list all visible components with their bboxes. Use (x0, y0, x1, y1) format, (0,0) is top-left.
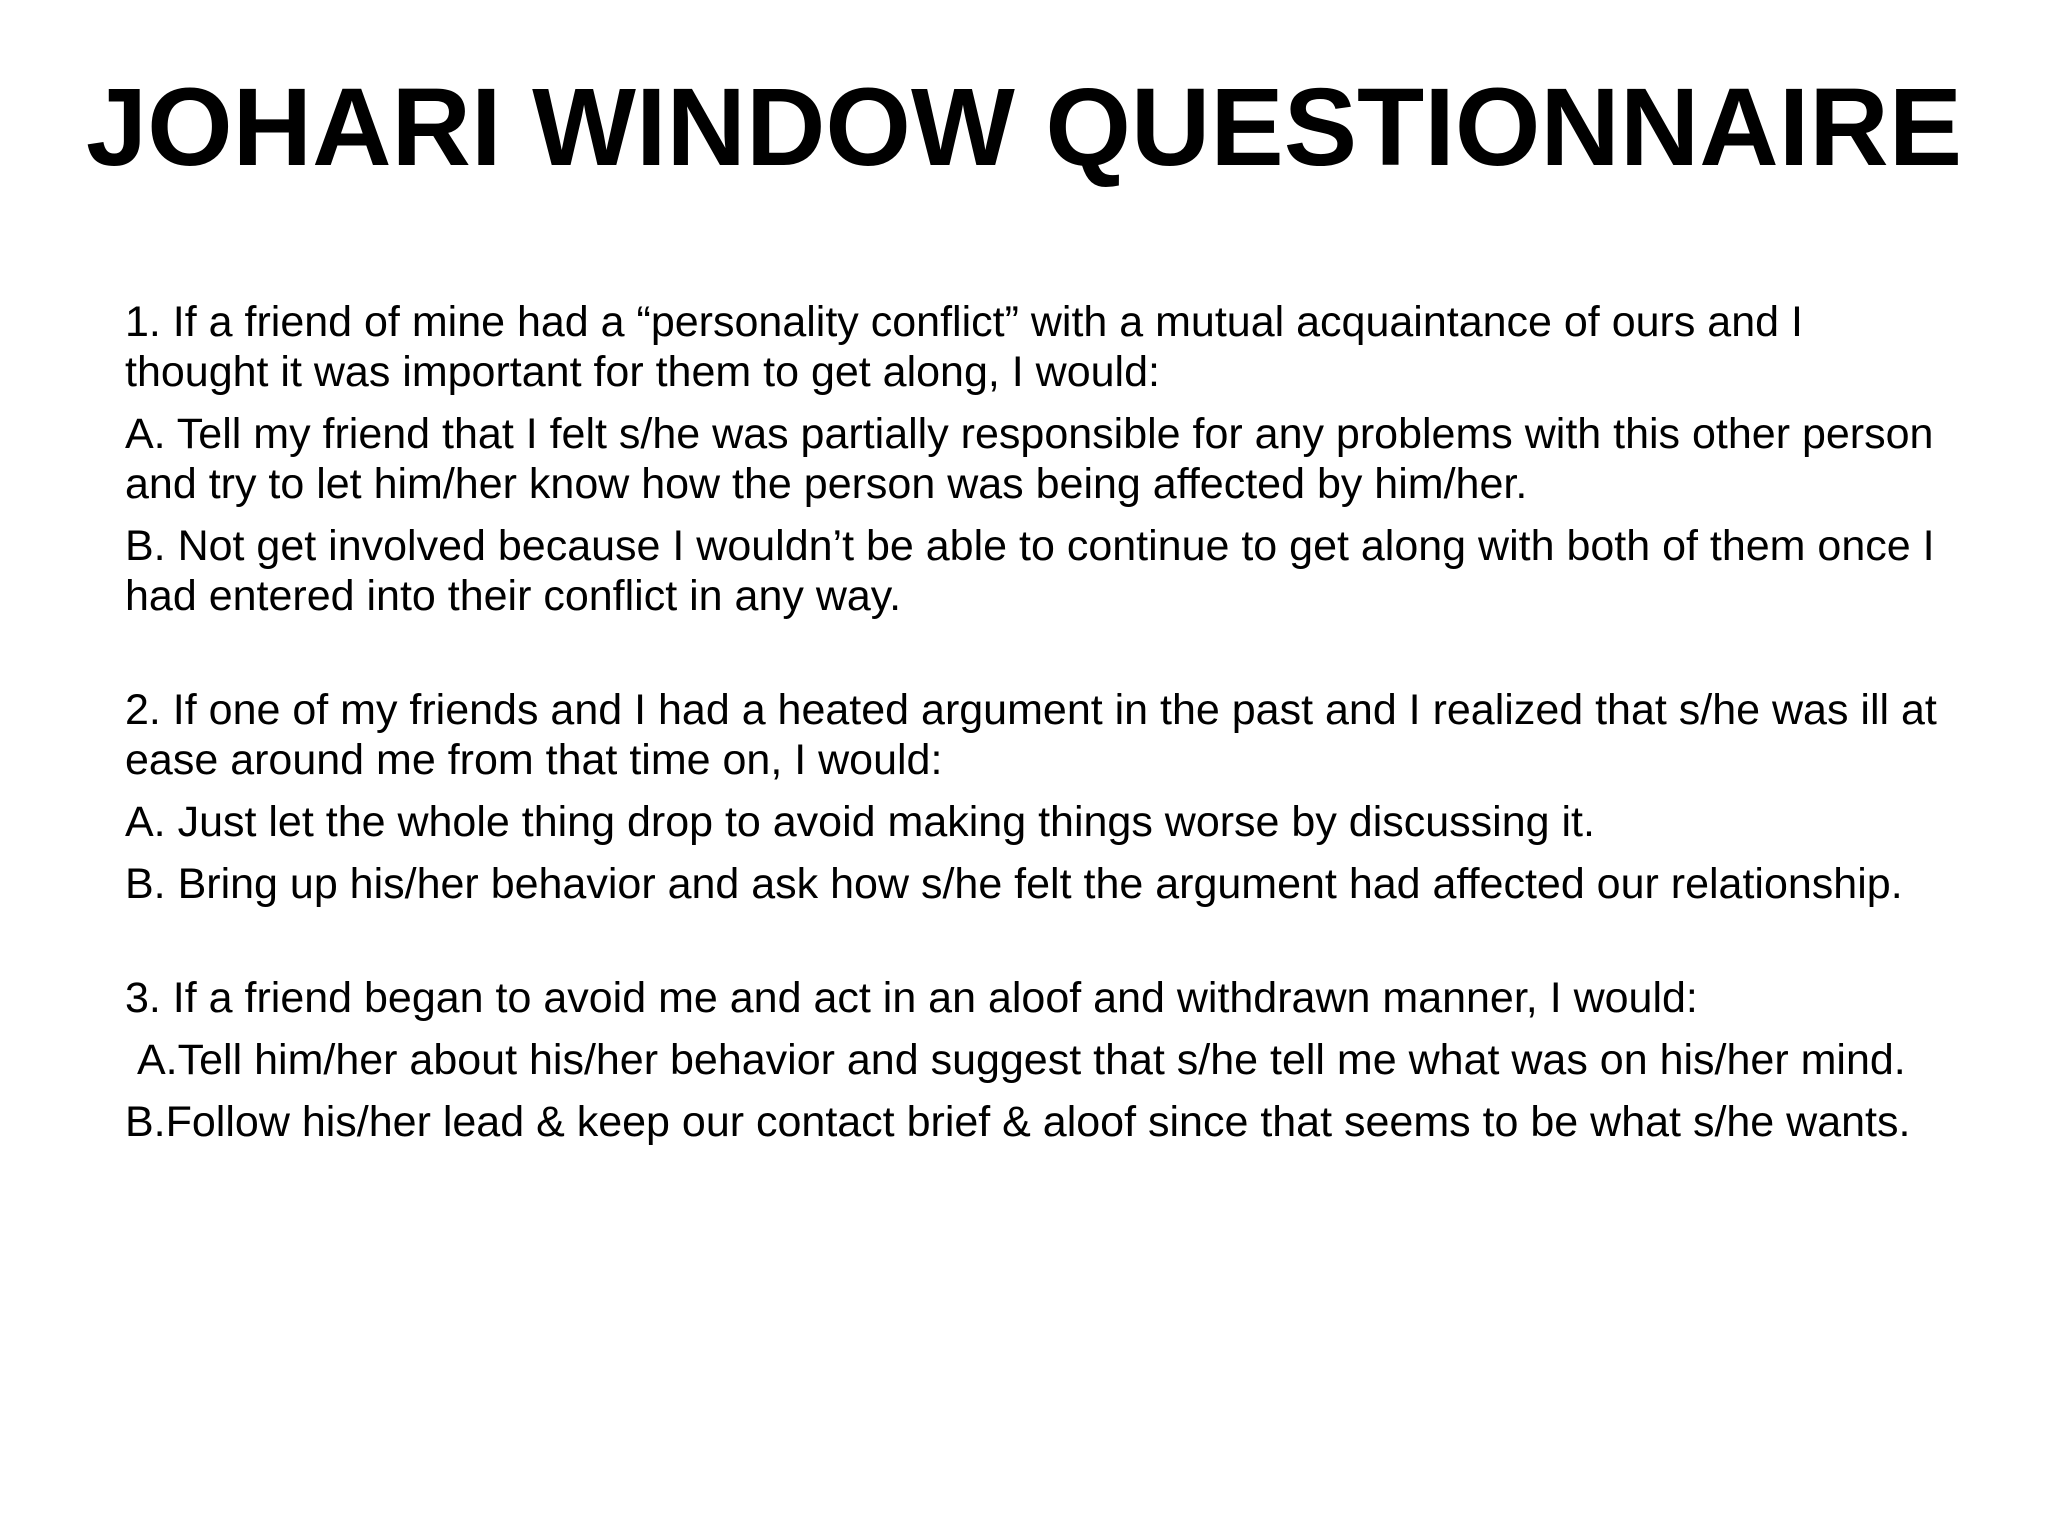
question-1-option-a: A. Tell my friend that I felt s/he was partially responsible for any problems with this other person and try to let him/her know how the person was being affected by him/her. (125, 410, 1934, 508)
spacer (125, 921, 1955, 973)
question-block-1 (125, 297, 1955, 621)
slide-title: JOHARI WINDOW QUESTIONNAIRE (85, 66, 1963, 189)
spacer (125, 633, 1955, 685)
question-1-text: 1. If a friend of mine had a “personality conflict” with a mutual acquaintance of ours and I thought it was important for them to get along, I would: (125, 298, 1803, 396)
question-2-option-a: A. Just let the whole thing drop to avoid making things worse by discussing it. (125, 798, 1595, 846)
question-2-option-b: B. Bring up his/her behavior and ask how s/he felt the argument had affected our relationship. (125, 860, 1903, 908)
question-3-option-a: A.Tell him/her about his/her behavior and suggest that s/he tell me what was on his/her mind. (137, 1036, 1906, 1084)
question-3-text: 3. If a friend began to avoid me and act in an aloof and withdrawn manner, I would: (125, 974, 1698, 1022)
question-2-text: 2. If one of my friends and I had a heated argument in the past and I realized that s/he was ill at ease around me from that time on, I would: (125, 686, 1937, 784)
question-block-2 (125, 685, 1955, 909)
question-3-option-b: B.Follow his/her lead & keep our contact brief & aloof since that seems to be what s/he wants. (125, 1098, 1911, 1146)
question-block-3 (125, 973, 1955, 1147)
question-1-option-b: B. Not get involved because I wouldn’t be able to continue to get along with both of them once I had entered into their conflict in any way. (125, 522, 1935, 620)
slide-body (125, 297, 1955, 1159)
